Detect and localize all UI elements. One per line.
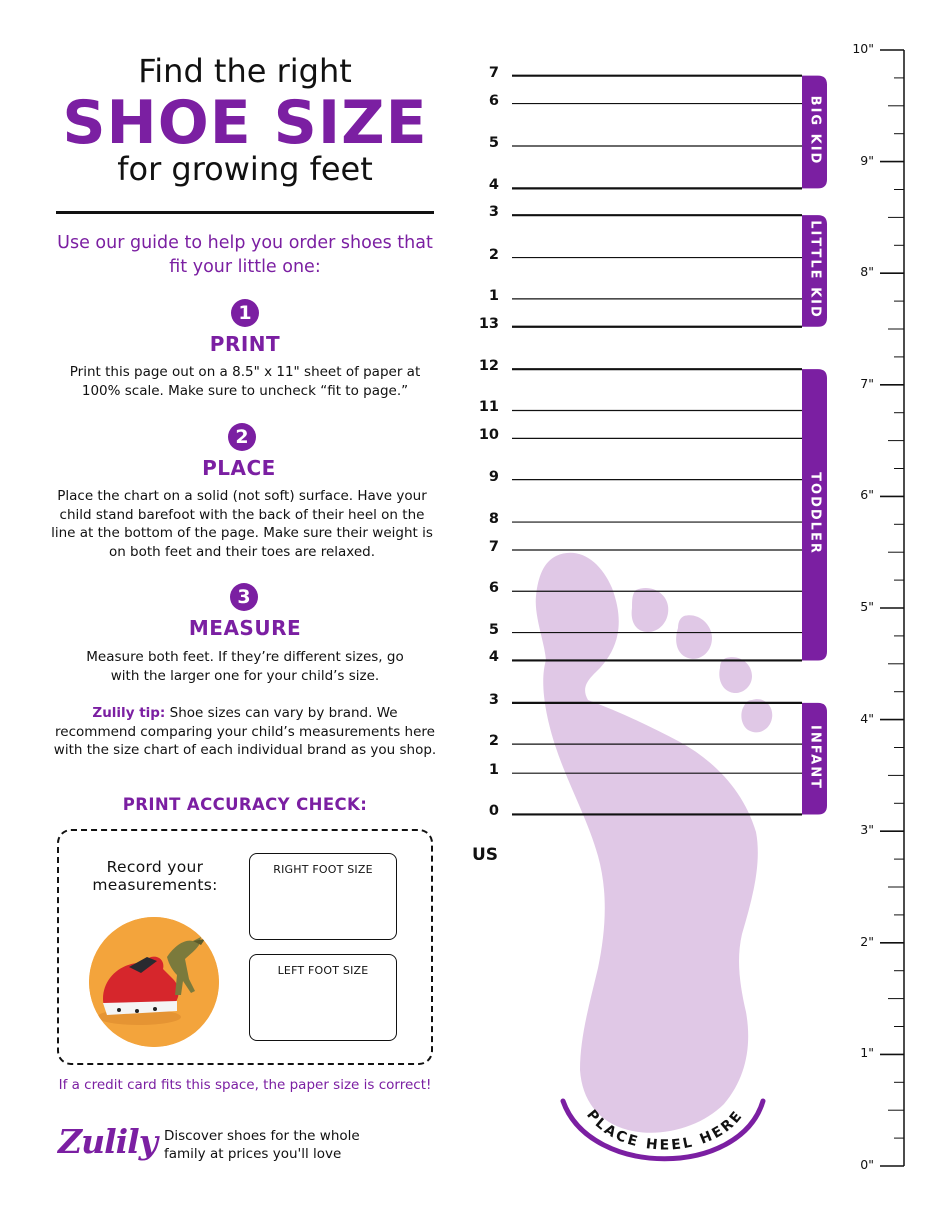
ruler-inch-label: 9"	[860, 152, 874, 168]
size-label: 8	[488, 511, 499, 528]
ruler-inch-label: 0"	[860, 1157, 874, 1172]
step-1-title: PRINT	[209, 332, 281, 356]
size-label: 3	[488, 204, 499, 221]
size-label: 2	[488, 246, 499, 263]
size-label: 2	[488, 733, 499, 750]
size-label: 1	[488, 762, 499, 779]
size-label: 10	[478, 427, 499, 444]
intro-text: Use our guide to help you order shoes that fit your little one:	[57, 233, 433, 277]
size-label: 12	[478, 358, 499, 375]
footprint-toe-3	[676, 615, 712, 659]
footprint-sole	[536, 553, 758, 1133]
size-label: 9	[488, 468, 499, 485]
step-2-title: PLACE	[202, 456, 276, 480]
ruler-inch-label: 10"	[852, 41, 874, 56]
heel-text: PLACE HEEL HERE	[583, 1106, 747, 1154]
step-3-title: MEASURE	[188, 616, 302, 640]
size-label: 11	[478, 399, 499, 416]
size-label: 5	[488, 134, 499, 151]
credit-card-note: If a credit card fits this space, the paper size is correct!	[58, 1077, 432, 1093]
ruler-inch-label: 7"	[860, 375, 874, 391]
size-label: 1	[488, 287, 499, 304]
size-label: 4	[488, 649, 499, 666]
ruler-inch-label: 1"	[860, 1045, 874, 1061]
ruler-inch-label: 4"	[860, 710, 874, 726]
footer-tagline: Discover shoes for the whole family at prices you'll love	[164, 1128, 360, 1162]
right-foot-size-label: RIGHT FOOT SIZE	[273, 863, 373, 876]
footprint-toe-4	[719, 657, 752, 693]
page-title: SHOE SIZE	[62, 88, 428, 158]
step-1-number: 1	[231, 299, 259, 327]
step-2-text: Place the chart on a solid (not soft) surface. Have your child stand barefoot with the back of their heel on the line at the bottom of the page. Make sure their weight is on both feet and their toes are relaxed.	[51, 488, 433, 560]
title-line-3: for growing feet	[117, 150, 373, 188]
size-label: 6	[488, 580, 499, 597]
category-label: LITTLE KID	[807, 220, 823, 319]
category-label: BIG KID	[807, 95, 823, 166]
ruler-inch-label: 3"	[860, 822, 874, 838]
category-label: TODDLER	[807, 471, 823, 555]
ruler-inch-label: 8"	[860, 264, 874, 280]
size-label: 6	[488, 92, 499, 109]
ruler-inch-label: 6"	[860, 487, 874, 503]
size-label: 0	[488, 803, 499, 820]
step-3-text: Measure both feet. If they’re different sizes, go with the larger one for your child’s size.	[86, 649, 404, 684]
ruler-inch-label: 2"	[860, 933, 874, 949]
tip-text: Shoe sizes can vary by brand. We recommend comparing your child’s measurements here with the size chart of each individual brand as you shop.	[53, 705, 437, 758]
title-line-1: Find the right	[138, 52, 352, 90]
record-label: Record your measurements:	[92, 858, 218, 894]
category-label: INFANT	[807, 724, 823, 790]
size-label: 7	[488, 538, 499, 555]
left-foot-size-label: LEFT FOOT SIZE	[277, 964, 369, 977]
size-label: 7	[488, 64, 499, 81]
footprint-toe-5	[741, 699, 772, 732]
size-label: 13	[478, 315, 499, 332]
ruler-inch-label: 5"	[860, 599, 874, 614]
accuracy-heading: PRINT ACCURACY CHECK:	[122, 795, 368, 814]
footprint-toe-2	[632, 588, 669, 632]
step-1-text: Print this page out on a 8.5" x 11" sheet of paper at 100% scale. Make sure to uncheck “fit to page.”	[69, 364, 421, 399]
size-label: 4	[488, 177, 499, 194]
size-label: 3	[488, 691, 499, 708]
tip-label: Zulily tip:	[92, 705, 166, 721]
step-3-number: 3	[230, 583, 258, 611]
zulily-logo: Zulily	[58, 1122, 157, 1161]
footprint-graphic	[536, 553, 773, 1133]
step-2-number: 2	[228, 423, 256, 451]
size-label: 5	[488, 621, 499, 638]
us-unit-label: US	[472, 845, 499, 865]
